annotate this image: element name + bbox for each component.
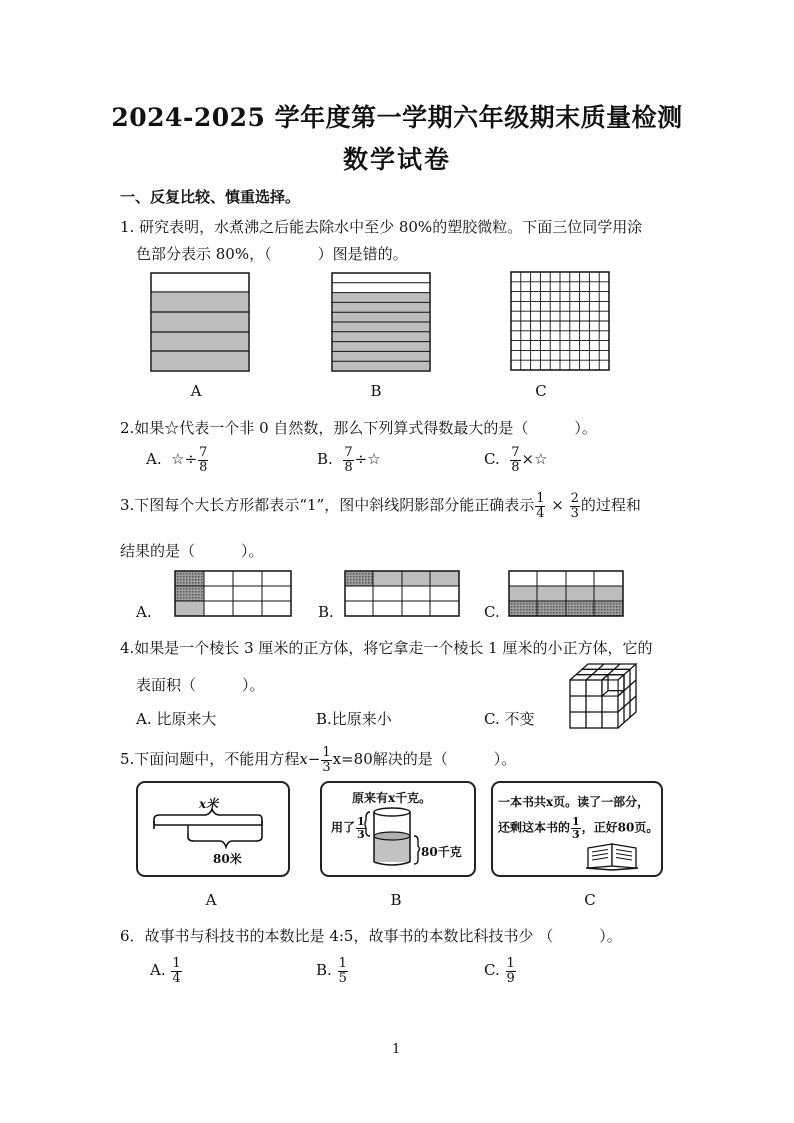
- q4-line2: 表面积（ ）。: [136, 676, 265, 694]
- q3-label-b: B.: [318, 603, 334, 621]
- q5-b-right-label: 80千克: [421, 845, 462, 859]
- q5-label-b: B: [390, 891, 402, 909]
- q1-figure-b: [331, 272, 431, 372]
- section-heading: 一、反复比较、慎重选择。: [120, 188, 301, 206]
- q1-label-b: B: [370, 382, 382, 400]
- q6-question: 6．故事书与科技书的本数比是 4:5，故事书的本数比科技书少 （ ）。: [120, 927, 622, 945]
- q5-c-line1: 一本书共x页。读了一部分，: [498, 795, 650, 809]
- q3-label-a: A.: [136, 603, 152, 621]
- q4-option-c: C. 不变: [484, 710, 535, 728]
- q5-b-used: 用了 $\frac{1}{3}$: [331, 815, 365, 841]
- q5-b-cylinder: [364, 806, 424, 870]
- q3-figure-c: [508, 570, 624, 618]
- q3-line2: 结果的是（ ）。: [120, 542, 264, 560]
- q3-label-c: C.: [484, 603, 500, 621]
- q1-label-a: A: [190, 382, 202, 400]
- exam-title: 2024-2025 学年度第一学期六年级期末质量检测: [111, 103, 683, 132]
- q5-c-line2: 还剩这本书的 $\frac{1}{3}$ ，正好80页。: [498, 815, 659, 841]
- q5-label-c: C: [584, 891, 596, 909]
- q2-option-c: C. $\frac{7}{8}$ ×☆: [484, 445, 548, 475]
- q4-cube-figure: [568, 662, 640, 734]
- q5-c-book-icon: [584, 840, 642, 870]
- exam-subtitle: 数学试卷: [342, 145, 451, 174]
- q5-a-top-label: x米: [199, 797, 219, 811]
- q2-question: 2.如果☆代表一个非 0 自然数，那么下列算式得数最大的是（ ）。: [120, 419, 597, 437]
- q1-label-c: C: [535, 382, 547, 400]
- q5-label-a: A: [205, 891, 217, 909]
- q4-line1: 4.如果是一个棱长 3 厘米的正方体，将它拿走一个棱长 1 厘米的小正方体，它的: [120, 639, 653, 657]
- q5-a-bottom-label: 80米: [213, 852, 242, 866]
- q5-b-line1: 原来有x千克。: [352, 791, 432, 805]
- q4-option-b: B.比原来小: [316, 710, 392, 728]
- q6-option-a: A. $\frac{1}{4}$: [150, 956, 181, 986]
- q1-figure-a: [150, 272, 250, 372]
- q4-option-a: A. 比原来大: [136, 710, 217, 728]
- q3-figure-a: [174, 570, 292, 618]
- page-number: 1: [392, 1042, 401, 1057]
- q3-figure-b: [344, 570, 460, 618]
- q6-option-c: C. $\frac{1}{9}$: [484, 956, 515, 986]
- q2-option-b: B. $\frac{7}{8}$ ÷☆: [317, 445, 381, 475]
- q2-option-a: A. ☆÷ $\frac{7}{8}$: [146, 445, 208, 475]
- q6-option-b: B. $\frac{1}{5}$: [316, 956, 347, 986]
- q1-line1: 1. 研究表明，水煮沸之后能去除水中至少 80%的塑胶微粒。下面三位同学用涂: [120, 218, 643, 236]
- q5-question: 5.下面问题中，不能用方程x− $\frac{1}{3}$ x=80解决的是（ ）。: [120, 745, 517, 775]
- q1-line2: 色部分表示 80%，（ ）图是错的。: [136, 245, 408, 263]
- q3-question: 3.下图每个大长方形都表示“1”，图中斜线阴影部分能正确表示 $\frac{1}{4}$ × $\frac{2}{3}$ 的过程和: [120, 491, 641, 521]
- q1-figure-c: [510, 271, 610, 371]
